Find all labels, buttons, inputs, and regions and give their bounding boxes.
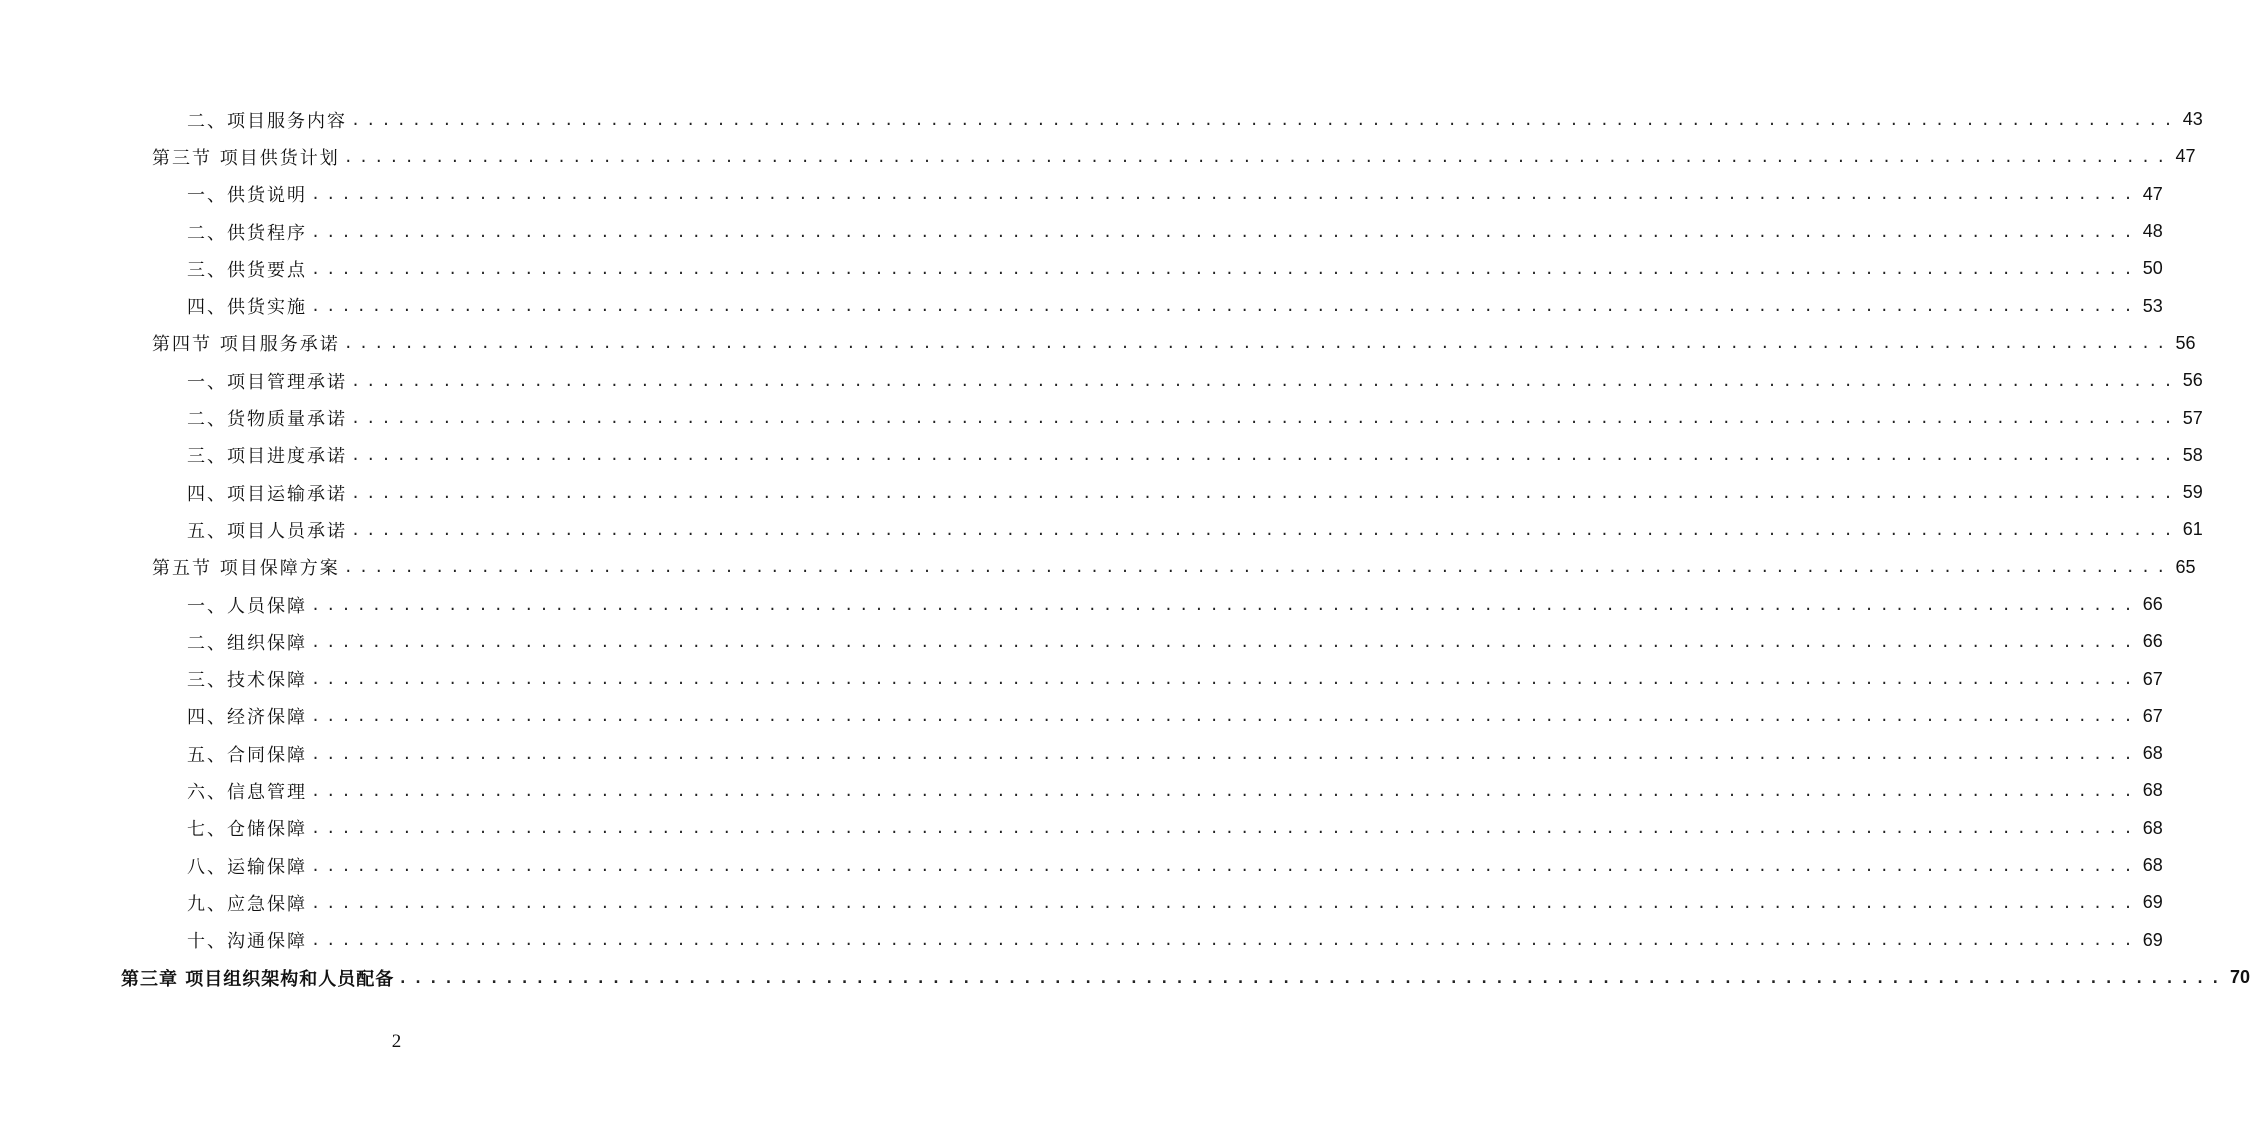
toc-entry-label: 一、人员保障 [187,592,311,618]
toc-entry[interactable] [0,549,2196,586]
toc-entry[interactable] [0,399,2203,436]
dot-leader: ........................................................................................................................ [351,483,2179,502]
dot-leader: ........................................................................................................................ [311,819,2139,838]
toc-entry[interactable] [0,623,2163,660]
toc-entry-label: 三、供货要点 [187,256,311,282]
toc-entry-page-number: 68 [2139,743,2163,764]
toc-entry[interactable] [0,138,2196,175]
toc-entry-label: 四、项目运输承诺 [187,480,351,506]
toc-entry[interactable] [0,176,2163,213]
dot-leader: ........................................................................................................................ [311,781,2139,800]
toc-entry[interactable] [0,959,2250,997]
dot-leader: ........................................................................................................................ [311,632,2139,651]
dot-leader: ........................................................................................................................ [311,856,2139,875]
toc-entry[interactable] [0,698,2163,735]
toc-entry-label: 九、应急保障 [187,890,311,916]
toc-entry[interactable] [0,922,2163,959]
toc-entry-label: 四、经济保障 [187,703,311,729]
toc-entry-page-number: 57 [2179,408,2203,429]
dot-leader: ........................................................................................................................ [311,707,2139,726]
toc-entry-label: 五、合同保障 [187,741,311,767]
toc-entry-page-number: 66 [2139,631,2163,652]
toc-entry-page-number: 59 [2179,482,2203,503]
dot-leader: ........................................................................................................................ [311,185,2139,204]
toc-entry[interactable] [0,474,2203,511]
toc-entry[interactable] [0,511,2203,548]
toc-entry-label: 二、货物质量承诺 [187,405,351,431]
toc-entry-label: 五、项目人员承诺 [187,517,351,543]
toc-entry-page-number: 65 [2171,557,2195,578]
toc-entry-page-number: 66 [2139,594,2163,615]
toc-entry-page-number: 69 [2139,930,2163,951]
page-number: 2 [391,1031,402,1052]
toc-entry-label: 第三节 项目供货计划 [152,144,344,170]
toc-entry-page-number: 48 [2139,221,2163,242]
dot-leader: ........................................................................................................................ [311,297,2139,316]
toc-entry-page-number: 50 [2139,258,2163,279]
toc-entry-label: 一、供货说明 [187,181,311,207]
toc-entry[interactable] [0,884,2163,921]
dot-leader: ........................................................................................................................ [351,446,2179,465]
toc-entry-page-number: 61 [2179,519,2203,540]
dot-leader: ........................................................................................................................ [398,968,2226,987]
dot-leader: ........................................................................................................................ [311,595,2139,614]
toc-entry-label: 二、供货程序 [187,219,311,245]
toc-entry-page-number: 67 [2139,706,2163,727]
toc-entry-page-number: 68 [2139,780,2163,801]
dot-leader: ........................................................................................................................ [311,893,2139,912]
toc-entry-label: 六、信息管理 [187,778,311,804]
toc-entry[interactable] [0,437,2203,474]
toc-entry-page-number: 69 [2139,892,2163,913]
dot-leader: ........................................................................................................................ [311,744,2139,763]
toc-entry-label: 四、供货实施 [187,293,311,319]
dot-leader: ........................................................................................................................ [311,931,2139,950]
toc-entry[interactable] [0,362,2203,399]
toc-entry[interactable] [0,325,2196,362]
dot-leader: ........................................................................................................................ [311,670,2139,689]
toc-entry-label: 第五节 项目保障方案 [152,554,344,580]
toc-entry[interactable] [0,250,2163,287]
toc-entry-page-number: 56 [2171,333,2195,354]
toc-entry-page-number: 43 [2179,109,2203,130]
toc-entry-page-number: 70 [2226,967,2250,988]
toc-entry-page-number: 68 [2139,855,2163,876]
toc-entry[interactable] [0,213,2163,250]
toc-entry-page-number: 53 [2139,296,2163,317]
toc-entry[interactable] [0,847,2163,884]
toc-entry[interactable] [0,586,2163,623]
toc-entry[interactable] [0,810,2163,847]
toc-entry[interactable] [0,772,2163,809]
toc-entry-page-number: 47 [2171,146,2195,167]
toc-entry-page-number: 56 [2179,370,2203,391]
dot-leader: ........................................................................................................................ [343,558,2172,577]
toc-entry-label: 三、技术保障 [187,666,311,692]
dot-leader: ........................................................................................................................ [343,334,2172,353]
toc-entry-page-number: 58 [2179,445,2203,466]
toc-entry-label: 七、仓储保障 [187,815,311,841]
toc-entry-page-number: 67 [2139,669,2163,690]
toc-entry-label: 二、组织保障 [187,629,311,655]
dot-leader: ........................................................................................................................ [311,259,2139,278]
dot-leader: ........................................................................................................................ [351,110,2179,129]
toc-entry-label: 一、项目管理承诺 [187,368,351,394]
toc-entry-label: 八、运输保障 [187,853,311,879]
dot-leader: ........................................................................................................................ [351,409,2179,428]
dot-leader: ........................................................................................................................ [351,371,2179,390]
toc-entry[interactable] [0,101,2203,138]
toc-entry-label: 第四节 项目服务承诺 [152,330,344,356]
toc-entry[interactable] [0,287,2163,324]
toc-entry[interactable] [0,735,2163,772]
toc-entry-label: 第三章 项目组织架构和人员配备 [121,965,398,991]
toc-entry-label: 三、项目进度承诺 [187,442,351,468]
toc-entry-page-number: 47 [2139,184,2163,205]
dot-leader: ........................................................................................................................ [351,520,2179,539]
dot-leader: ........................................................................................................................ [343,147,2172,166]
table-of-contents [0,101,2250,997]
toc-entry[interactable] [0,660,2163,697]
toc-entry-label: 十、沟通保障 [187,927,311,953]
dot-leader: ........................................................................................................................ [311,222,2139,241]
toc-entry-label: 二、项目服务内容 [187,107,351,133]
toc-entry-page-number: 68 [2139,818,2163,839]
